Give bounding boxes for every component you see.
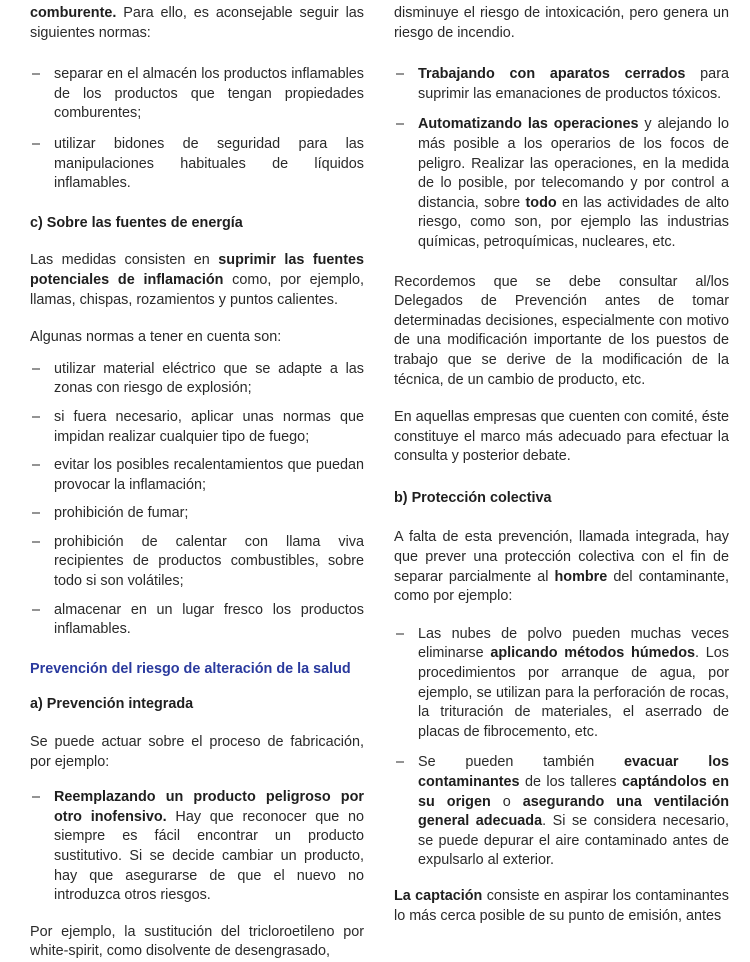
section-heading-c: c) Sobre las fuentes de energía	[30, 214, 243, 231]
replace-list	[30, 788, 364, 906]
list-item: – almacenar en un lugar fresco los productos inflamables.	[32, 601, 364, 638]
list-item: – utilizar material eléctrico que se adapte a las zonas con riesgo de explosión;	[32, 360, 364, 397]
energy-rules-list	[30, 360, 364, 640]
storage-rules-list	[30, 65, 364, 194]
norms-intro: Algunas normas a tener en cuenta son:	[30, 329, 282, 346]
collective-paragraph: A falta de esta prevención, llamada integrada, hay que prever una protección colectiva con el fin de separar parcialmente al hombre del contaminante, como por ejemplo:	[394, 529, 729, 605]
example-paragraph: Por ejemplo, la sustitución del tricloroetileno por white-spirit, como disolvente de desengrasado,	[30, 923, 364, 960]
health-risk-heading: Prevención del riesgo de alteración de la salud	[30, 660, 351, 677]
list-item: – utilizar bidones de seguridad para las manipulaciones habituales de líquidos inflamables.	[32, 135, 364, 192]
section-heading-a: a) Prevención integrada	[30, 696, 194, 713]
consultation-paragraph: Recordemos que se debe consultar al/los Delegados de Prevención antes de tomar determinadas decisiones, especialmente con motivo de una modificación importante de los puestos de trabajo que se derive de la modificación de la técnica, de un cambio de producto, etc.	[394, 273, 729, 388]
process-paragraph: Se puede actuar sobre el proceso de fabricación, por ejemplo:	[30, 734, 364, 770]
right-column	[394, 0, 729, 926]
list-item: – prohibición de fumar;	[32, 505, 189, 522]
list-item: – prohibición de calentar con llama viva recipientes de productos combustibles, sobre todo si son volátiles;	[32, 533, 364, 590]
committee-paragraph: En aquellas empresas que cuenten con comité, éste constituye el marco más adecuado para efectuar la consulta y posterior debate.	[394, 409, 729, 465]
continuation-paragraph: disminuye el riesgo de intoxicación, pero genera un riesgo de incendio.	[394, 5, 729, 41]
intro-paragraph: comburente. Para ello, es aconsejable seguir las siguientes normas:	[30, 5, 364, 41]
methods-list	[394, 65, 729, 252]
section-heading-b: b) Protección colectiva	[394, 489, 552, 506]
list-item: – Automatizando las operaciones y alejando lo más posible a los operarios de los focos de peligro. Realizar las operaciones, en la medida de lo posible, por telecomando y por control a distancia, sobre todo en las actividades de alto riesgo, como son, por ejemplo las industrias químicas, petroquímicas, nucleares, etc.	[396, 116, 729, 250]
list-item: – evitar los posibles recalentamientos que puedan provocar la inflamación;	[32, 457, 364, 493]
left-column	[30, 0, 364, 962]
list-item: – Reemplazando un producto peligroso por otro inofensivo. Hay que reconocer que no siempre es fácil encontrar un producto sustitutivo. Si se decide cambiar un producto, hay que asegurarse de que el nuevo no introduzca otros riesgos.	[32, 789, 364, 904]
energy-paragraph: Las medidas consisten en suprimir las fuentes potenciales de inflamación como, por ejemplo, llamas, chispas, rozamientos y puntos calientes.	[30, 252, 364, 308]
list-item: – Trabajando con aparatos cerrados para suprimir las emanaciones de productos tóxicos.	[396, 66, 729, 102]
list-item: – separar en el almacén los productos inflamables de los productos que tengan propiedades comburentes;	[32, 66, 364, 122]
collective-list	[394, 625, 729, 871]
list-item: – Las nubes de polvo pueden muchas veces eliminarse aplicando métodos húmedos. Los procedimientos por arranque de agua, por ejemplo, se utilizan para la perforación de rocas, la trituración de materiales, el aserrado de placas de fibrocemento, etc.	[396, 625, 729, 740]
capture-paragraph: La captación consiste en aspirar los contaminantes lo más cerca posible de su punto de emisión, antes	[394, 887, 729, 924]
list-item: – Se pueden también evacuar los contaminantes de los talleres captándolos en su origen o asegurando una ventilación general adecuada. Si se considera necesario, se puede depurar el aire contaminado antes de expulsarlo al exterior.	[396, 754, 729, 869]
list-item: – si fuera necesario, aplicar unas normas que impidan realizar cualquier tipo de fuego;	[32, 408, 364, 445]
